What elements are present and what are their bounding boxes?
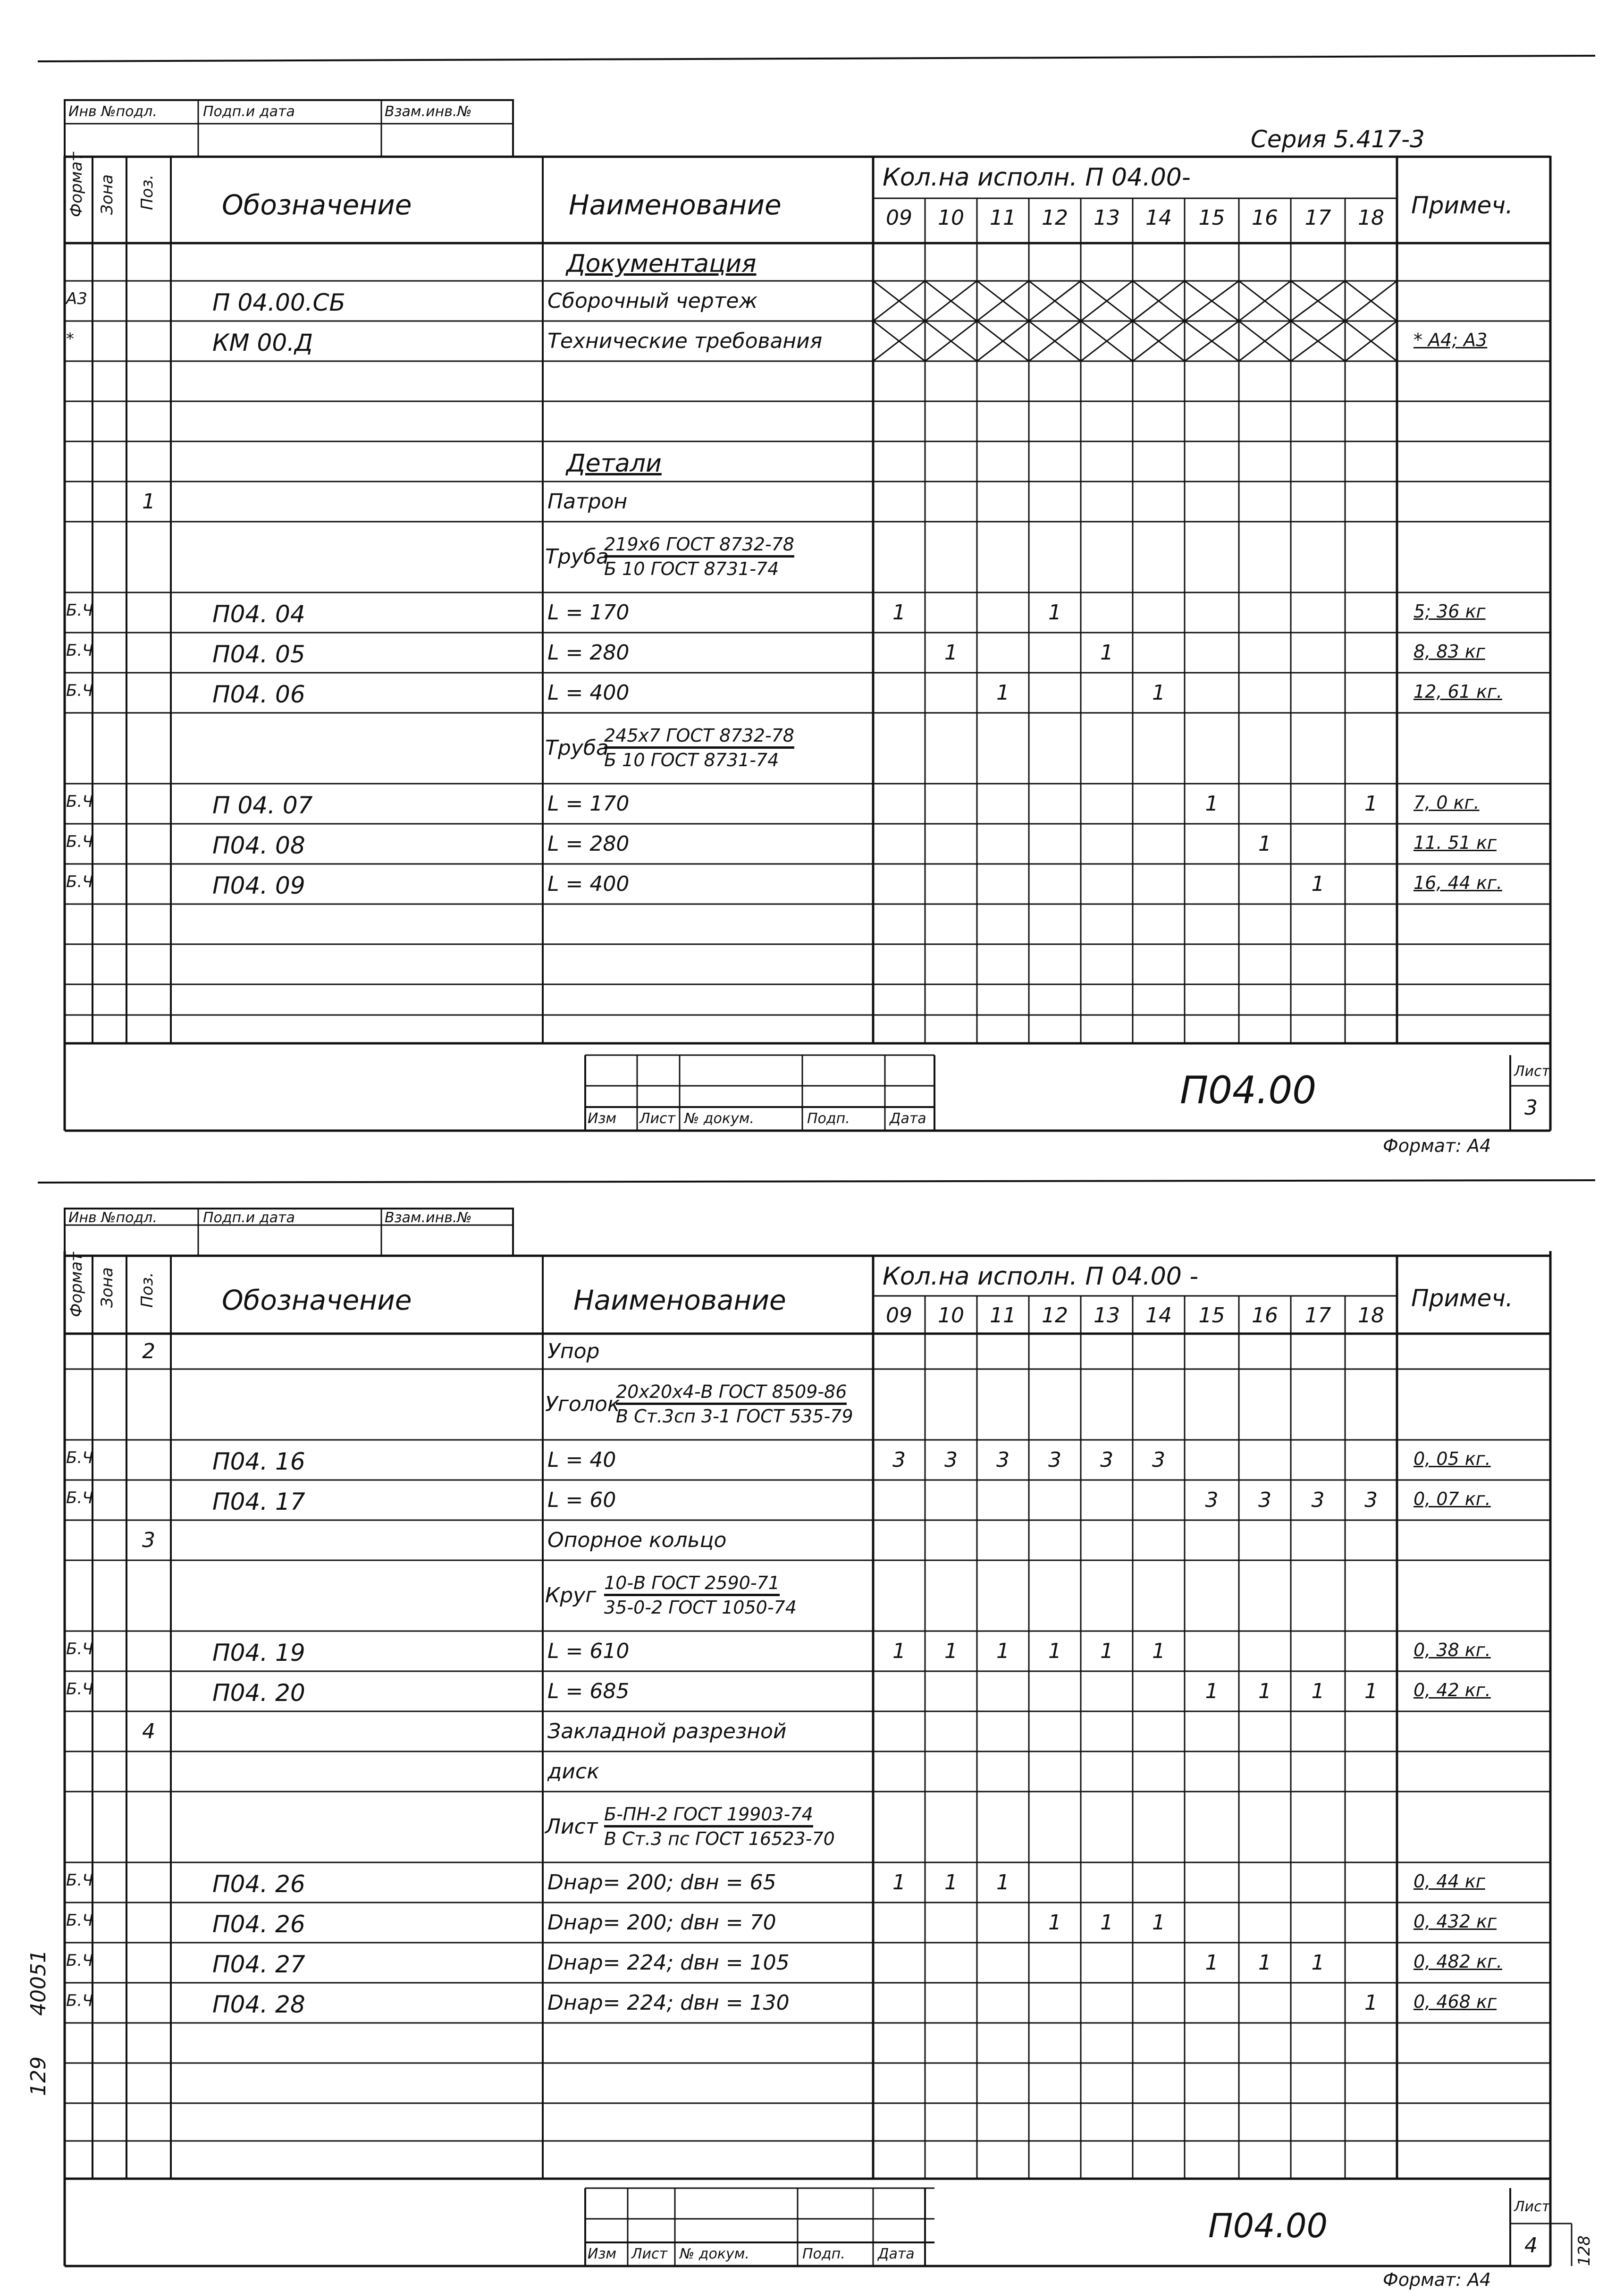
row-name: L = 280 — [547, 640, 630, 665]
row-qty-13: 1 — [1100, 1910, 1113, 1935]
row-note: 7, 0 кг. — [1414, 792, 1480, 813]
row-note: * А4; А3 — [1414, 329, 1488, 350]
variant-header-17: 17 — [1304, 206, 1331, 230]
row-code: П04. 20 — [212, 1679, 305, 1707]
row-qty-14: 1 — [1152, 1639, 1165, 1663]
header-primech-2: Примеч. — [1411, 1285, 1513, 1312]
tb-data: Дата — [890, 1110, 926, 1127]
stamp-vzam-inv: Взам.инв.№ — [385, 103, 472, 120]
row-material-spec: Б-ПН-2 ГОСТ 19903-74 — [604, 1805, 813, 1827]
row-code: П04. 05 — [212, 640, 305, 668]
row-format: Б.Ч — [66, 872, 93, 891]
row-qty-13: 1 — [1100, 640, 1113, 665]
row-format: Б.Ч — [66, 832, 93, 851]
row-qty-15: 1 — [1205, 1950, 1219, 1975]
row-qty-09: 3 — [892, 1447, 906, 1472]
row-code: П04. 27 — [212, 1950, 305, 1978]
tb-sheet-no: 3 — [1524, 1096, 1538, 1120]
row-qty-09: 1 — [892, 1870, 906, 1894]
tb-sheet-label-2: Лист — [1514, 2199, 1550, 2215]
sheet-4-grid — [0, 1166, 1624, 2292]
row-material-spec: 20x20x4-В ГОСТ 8509-86 — [616, 1383, 847, 1405]
row-qty-14: 1 — [1152, 1910, 1165, 1935]
row-name: Технические требования — [547, 329, 823, 353]
row-format: Б.Ч — [66, 600, 93, 620]
variant-header-13: 13 — [1094, 1303, 1120, 1328]
row-name: L = 610 — [547, 1639, 630, 1663]
tb-list: Лист — [640, 1110, 676, 1127]
row-format: Б.Ч — [66, 681, 93, 700]
variant-header-18: 18 — [1358, 206, 1384, 230]
row-poz: 1 — [142, 489, 155, 514]
row-note: 0, 05 кг. — [1414, 1448, 1491, 1469]
row-qty-16: 3 — [1258, 1488, 1271, 1512]
variant-header-10: 10 — [938, 206, 964, 230]
tb-sheet-label: Лист — [1514, 1063, 1550, 1080]
tb-doc-code-2: П04.00 — [1208, 2207, 1328, 2245]
row-name: Dнар= 200; dвн = 70 — [547, 1910, 776, 1935]
header-kol-ispoln-2: Кол.на исполн. П 04.00 - — [883, 1262, 1199, 1291]
row-name: L = 400 — [547, 871, 630, 896]
row-poz: 2 — [142, 1339, 155, 1363]
row-name: L = 685 — [547, 1679, 630, 1703]
header-zona-2: Зона — [98, 1267, 117, 1308]
tb-data-2: Дата — [878, 2246, 915, 2262]
sheet-4 — [0, 1166, 1624, 2292]
row-material-grade: В Ст.3 пс ГОСТ 16523-70 — [604, 1828, 835, 1849]
row-qty-18: 3 — [1364, 1488, 1378, 1512]
variant-header-12: 12 — [1042, 1303, 1068, 1328]
row-material-spec: 10-В ГОСТ 2590-71 — [604, 1574, 780, 1596]
row-format: А3 — [66, 289, 87, 308]
row-code: П04. 26 — [212, 1870, 305, 1898]
row-note: 0, 44 кг — [1414, 1870, 1485, 1892]
row-name: Документация — [566, 250, 757, 278]
row-note: 0, 468 кг — [1414, 1991, 1497, 2012]
margin-page-a: 129 — [26, 2056, 50, 2096]
stamp-vzam-inv-2: Взам.инв.№ — [385, 1209, 472, 1226]
header-format: Формат — [67, 152, 86, 217]
tb-sheet-no-2: 4 — [1524, 2233, 1538, 2258]
row-name: L = 60 — [547, 1488, 616, 1512]
row-qty-13: 3 — [1100, 1447, 1113, 1472]
variant-header-11: 11 — [990, 206, 1016, 230]
stamp-podp-data-2: Подп.и дата — [203, 1209, 295, 1226]
row-note: 16, 44 кг. — [1414, 872, 1502, 893]
row-material-prefix: Труба — [545, 545, 609, 569]
row-qty-16: 1 — [1258, 1950, 1271, 1975]
variant-header-17: 17 — [1304, 1303, 1331, 1328]
row-qty-12: 1 — [1048, 600, 1061, 625]
variant-header-14: 14 — [1145, 1303, 1172, 1328]
row-qty-17: 1 — [1311, 871, 1325, 896]
stamp-podp-data: Подп.и дата — [203, 103, 295, 120]
row-name: Закладной разрезной — [547, 1719, 787, 1743]
row-name: Dнар= 224; dвн = 130 — [547, 1990, 790, 2015]
row-qty-15: 1 — [1205, 791, 1219, 816]
row-qty-14: 1 — [1152, 680, 1165, 705]
row-note: 0, 07 кг. — [1414, 1488, 1491, 1509]
variant-header-14: 14 — [1145, 206, 1172, 230]
row-note: 0, 38 кг. — [1414, 1639, 1491, 1660]
row-name: L = 170 — [547, 791, 630, 816]
variant-header-16: 16 — [1252, 1303, 1278, 1328]
row-qty-17: 1 — [1311, 1679, 1325, 1703]
row-format: Б.Ч — [66, 1448, 93, 1467]
row-code: КМ 00.Д — [212, 329, 313, 356]
row-code: П04. 19 — [212, 1639, 305, 1666]
row-note: 0, 482 кг. — [1414, 1951, 1502, 1972]
row-qty-18: 1 — [1364, 1679, 1378, 1703]
variant-header-16: 16 — [1252, 206, 1278, 230]
header-oboznachenie-2: Обозначение — [222, 1284, 412, 1316]
row-note: 12, 61 кг. — [1414, 681, 1502, 702]
row-format: Б.Ч — [66, 641, 93, 660]
margin-page-b: 128 — [1575, 2235, 1594, 2266]
row-note: 8, 83 кг — [1414, 641, 1485, 662]
row-format: Б.Ч — [66, 792, 93, 811]
row-qty-12: 3 — [1048, 1447, 1061, 1472]
variant-header-15: 15 — [1198, 1303, 1225, 1328]
row-qty-12: 1 — [1048, 1910, 1061, 1935]
row-poz: 3 — [142, 1528, 155, 1552]
tb-list-2: Лист — [631, 2246, 668, 2262]
tb-n-dokum: № докум. — [684, 1110, 754, 1127]
row-qty-18: 1 — [1364, 791, 1378, 816]
variant-header-13: 13 — [1094, 206, 1120, 230]
tb-podp: Подп. — [807, 1110, 850, 1127]
row-code: П04. 08 — [212, 831, 305, 859]
row-material-grade: Б 10 ГОСТ 8731-74 — [604, 750, 779, 770]
row-name: L = 400 — [547, 680, 630, 705]
row-note: 0, 42 кг. — [1414, 1679, 1491, 1700]
row-format: Б.Ч — [66, 1951, 93, 1970]
variant-header-12: 12 — [1042, 206, 1068, 230]
row-name: Опорное кольцо — [547, 1528, 727, 1552]
row-format: Б.Ч — [66, 1488, 93, 1507]
row-format: Б.Ч — [66, 1911, 93, 1930]
row-qty-13: 1 — [1100, 1639, 1113, 1663]
row-qty-10: 1 — [944, 1870, 958, 1894]
row-qty-14: 3 — [1152, 1447, 1165, 1472]
row-name: L = 170 — [547, 600, 630, 625]
row-name: Dнар= 200; dвн = 65 — [547, 1870, 776, 1894]
row-qty-15: 3 — [1205, 1488, 1219, 1512]
row-qty-17: 1 — [1311, 1950, 1325, 1975]
row-name: Детали — [566, 449, 662, 478]
variant-header-10: 10 — [938, 1303, 964, 1328]
row-material-grade: 35-0-2 ГОСТ 1050-74 — [604, 1597, 797, 1618]
tb-izm-2: Изм — [588, 2246, 617, 2262]
tb-podp-2: Подп. — [802, 2246, 845, 2262]
row-format: Б.Ч — [66, 1870, 93, 1890]
row-material-grade: В Ст.3сп 3-1 ГОСТ 535-79 — [616, 1406, 853, 1427]
header-naimenovanie: Наименование — [569, 189, 782, 221]
row-qty-11: 1 — [996, 1639, 1010, 1663]
row-material-prefix: Лист — [545, 1815, 598, 1839]
row-qty-17: 3 — [1311, 1488, 1325, 1512]
row-code: П04. 16 — [212, 1447, 305, 1475]
row-qty-09: 1 — [892, 1639, 906, 1663]
row-qty-16: 1 — [1258, 1679, 1271, 1703]
row-material-prefix: Уголок — [545, 1392, 620, 1416]
row-code: П04. 06 — [212, 680, 305, 708]
row-format: * — [66, 329, 74, 348]
variant-header-11: 11 — [990, 1303, 1016, 1328]
tb-n-dokum-2: № докум. — [680, 2246, 749, 2262]
row-code: П04. 17 — [212, 1488, 305, 1515]
variant-header-15: 15 — [1198, 206, 1225, 230]
stamp-inv-podl-2: Инв №подл. — [68, 1209, 157, 1226]
row-qty-09: 1 — [892, 600, 906, 625]
margin-inv-no: 40051 — [26, 1950, 50, 2016]
row-qty-11: 1 — [996, 1870, 1010, 1894]
variant-header-09: 09 — [886, 1303, 912, 1328]
row-note: 5; 36 кг — [1414, 600, 1486, 622]
row-name: L = 40 — [547, 1447, 616, 1472]
tb-izm: Изм — [588, 1110, 617, 1127]
row-name: диск — [547, 1759, 599, 1784]
header-primech: Примеч. — [1411, 192, 1513, 219]
row-material-spec: 245x7 ГОСТ 8732-78 — [604, 727, 794, 749]
row-code: П04. 09 — [212, 871, 305, 899]
row-name: Патрон — [547, 489, 628, 514]
header-kol-ispoln: Кол.на исполн. П 04.00- — [883, 163, 1191, 192]
header-zona: Зона — [98, 174, 117, 215]
variant-header-09: 09 — [886, 206, 912, 230]
row-qty-18: 1 — [1364, 1990, 1378, 2015]
row-qty-12: 1 — [1048, 1639, 1061, 1663]
row-material-prefix: Круг — [545, 1583, 597, 1607]
stamp-inv-podl: Инв №подл. — [68, 103, 157, 120]
format-note: Формат: А4 — [1383, 1135, 1491, 1156]
row-name: Dнар= 224; dвн = 105 — [547, 1950, 790, 1975]
row-poz: 4 — [142, 1719, 155, 1743]
header-oboznachenie: Обозначение — [222, 189, 412, 221]
row-code: П04. 28 — [212, 1990, 305, 2018]
header-format-2: Формат — [67, 1252, 86, 1317]
series-label: Серия 5.417-3 — [1251, 126, 1425, 153]
row-format: Б.Ч — [66, 1991, 93, 2010]
header-poz-2: Поз. — [138, 1272, 157, 1308]
row-code: П 04.00.СБ — [212, 288, 345, 316]
row-qty-10: 3 — [944, 1447, 958, 1472]
row-qty-10: 1 — [944, 640, 958, 665]
tb-doc-code: П04.00 — [1180, 1068, 1317, 1112]
row-qty-11: 1 — [996, 680, 1010, 705]
row-format: Б.Ч — [66, 1679, 93, 1699]
variant-header-18: 18 — [1358, 1303, 1384, 1328]
header-poz: Поз. — [138, 174, 157, 210]
row-code: П04. 26 — [212, 1910, 305, 1938]
row-note: 11. 51 кг — [1414, 832, 1497, 853]
row-name: Упор — [547, 1339, 600, 1363]
row-qty-11: 3 — [996, 1447, 1010, 1472]
row-material-grade: Б 10 ГОСТ 8731-74 — [604, 558, 779, 579]
row-name: Сборочный чертеж — [547, 288, 758, 313]
row-code: П 04. 07 — [212, 791, 313, 819]
header-naimenovanie-2: Наименование — [573, 1284, 786, 1316]
row-material-spec: 219x6 ГОСТ 8732-78 — [604, 535, 794, 558]
row-qty-16: 1 — [1258, 831, 1271, 856]
row-format: Б.Ч — [66, 1639, 93, 1658]
row-qty-15: 1 — [1205, 1679, 1219, 1703]
row-material-prefix: Труба — [545, 736, 609, 760]
row-note: 0, 432 кг — [1414, 1911, 1497, 1932]
row-code: П04. 04 — [212, 600, 305, 628]
row-qty-10: 1 — [944, 1639, 958, 1663]
format-note-2: Формат: А4 — [1383, 2269, 1491, 2290]
row-name: L = 280 — [547, 831, 630, 856]
